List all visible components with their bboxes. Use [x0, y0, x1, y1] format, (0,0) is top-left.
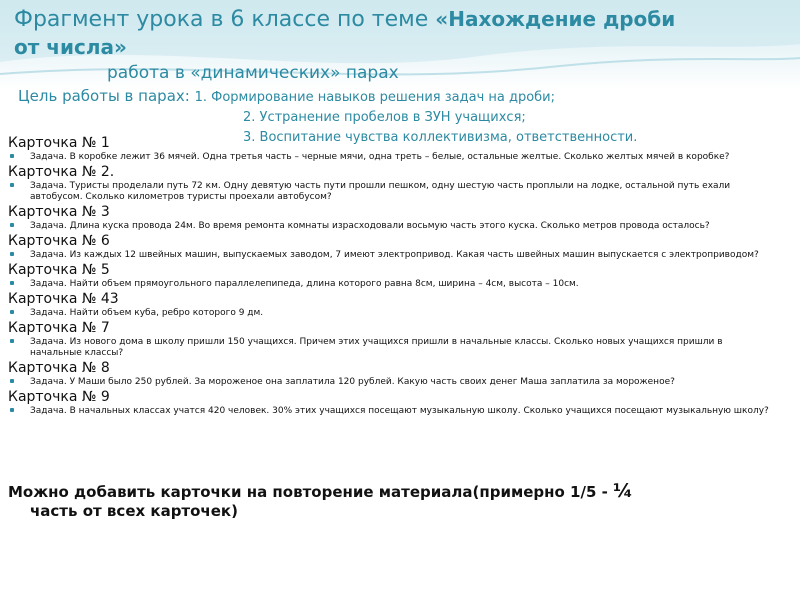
- title-part-1: Фрагмент урока в 6 классе по теме: [14, 7, 436, 32]
- bullet-icon: [10, 310, 14, 314]
- card-title: Карточка № 6: [8, 233, 110, 249]
- title-part-2: «Нахождение дроби: [435, 7, 676, 31]
- card-text: [8, 279, 796, 290]
- bullet-icon: [10, 281, 14, 285]
- title-part-3: от числа»: [14, 35, 127, 59]
- card-text-content: Задача. Найти объем прямоугольного параллелепипеда, длина которого равна 8см, ширина – 4см, высота – 10см.: [30, 279, 579, 289]
- card-text-content: Задача. В коробке лежит 36 мячей. Одна третья часть – черные мячи, одна треть – белые, остальные желтые. Сколько желтых мячей в коробке?: [30, 152, 730, 162]
- slide-subtitle: работа в «динамических» парах: [107, 63, 399, 83]
- card-title: Карточка № 2.: [8, 164, 115, 180]
- card-text: [8, 377, 796, 388]
- card-text: [8, 308, 796, 319]
- bullet-icon: [10, 408, 14, 412]
- card-title: Карточка № 43: [8, 291, 119, 307]
- card-text: [8, 152, 796, 163]
- footer-fraction: ¼: [613, 480, 633, 502]
- goal-item-1: 1. Формирование навыков решения задач на дроби;: [194, 90, 556, 105]
- card-text-content: Задача. Из каждых 12 швейных машин, выпускаемых заводом, 7 имеют электропривод. Какая часть швейных машин выпускается с электроприводом?: [30, 250, 759, 260]
- card-title: Карточка № 3: [8, 204, 110, 220]
- card-text: [8, 181, 796, 203]
- footer-note: [8, 482, 788, 521]
- bullet-icon: [10, 339, 14, 343]
- card-text-content: Задача. У Маши было 250 рублей. За мороженое она заплатила 120 рублей. Какую часть своих денег Маша заплатила за мороженое?: [30, 377, 675, 387]
- card-title: Карточка № 5: [8, 262, 110, 278]
- card-title: Карточка № 1: [8, 135, 110, 151]
- card-text-content: Задача. В начальных классах учатся 420 человек. 30% этих учащихся посещают музыкальную школу. Сколько учащихся посещают музыкальную школу?: [30, 406, 769, 416]
- card-text: [8, 406, 796, 417]
- card-title: Карточка № 7: [8, 320, 110, 336]
- card-text-content: Задача. Туристы проделали путь 72 км. Одну девятую часть пути прошли пешком, одну шестую часть проплыли на лодке, остальной путь ехали автобусом. Сколько километров туристы проехали автобусом?: [30, 181, 731, 202]
- goal-item-2: 2. Устранение пробелов в ЗУН учащихся;: [243, 110, 526, 125]
- bullet-icon: [10, 252, 14, 256]
- card-text-content: Задача. Найти объем куба, ребро которого 9 дм.: [30, 308, 264, 318]
- card-title: Карточка № 8: [8, 360, 110, 376]
- card-text: [8, 250, 796, 261]
- slide-title: [14, 6, 794, 62]
- card-text: [8, 337, 796, 359]
- cards-list: [8, 134, 796, 417]
- goal-line-1: [18, 86, 798, 106]
- goal-label: Цель работы в парах:: [18, 87, 195, 105]
- card-text-content: Задача. Длина куска провода 24м. Во время ремонта комнаты израсходовали восьмую часть этого куска. Сколько метров провода осталось?: [30, 221, 710, 231]
- goal-item-3: 3. Воспитание чувства коллективизма, ответственности.: [243, 130, 638, 145]
- footer-text-1: Можно добавить карточки на повторение материала(примерно 1/5 -: [8, 483, 614, 501]
- footer-line-1: [8, 482, 788, 502]
- bullet-icon: [10, 154, 14, 158]
- goal-line-2: [18, 106, 798, 126]
- bullet-icon: [10, 379, 14, 383]
- card-title: Карточка № 9: [8, 389, 110, 405]
- footer-line-2: часть от всех карточек): [30, 502, 238, 520]
- card-text: [8, 221, 796, 232]
- bullet-icon: [10, 223, 14, 227]
- bullet-icon: [10, 183, 14, 187]
- card-text-content: Задача. Из нового дома в школу пришли 150 учащихся. Причем этих учащихся пришли в начальные классы. Сколько новых учащихся пришли в начальные классы?: [30, 337, 723, 358]
